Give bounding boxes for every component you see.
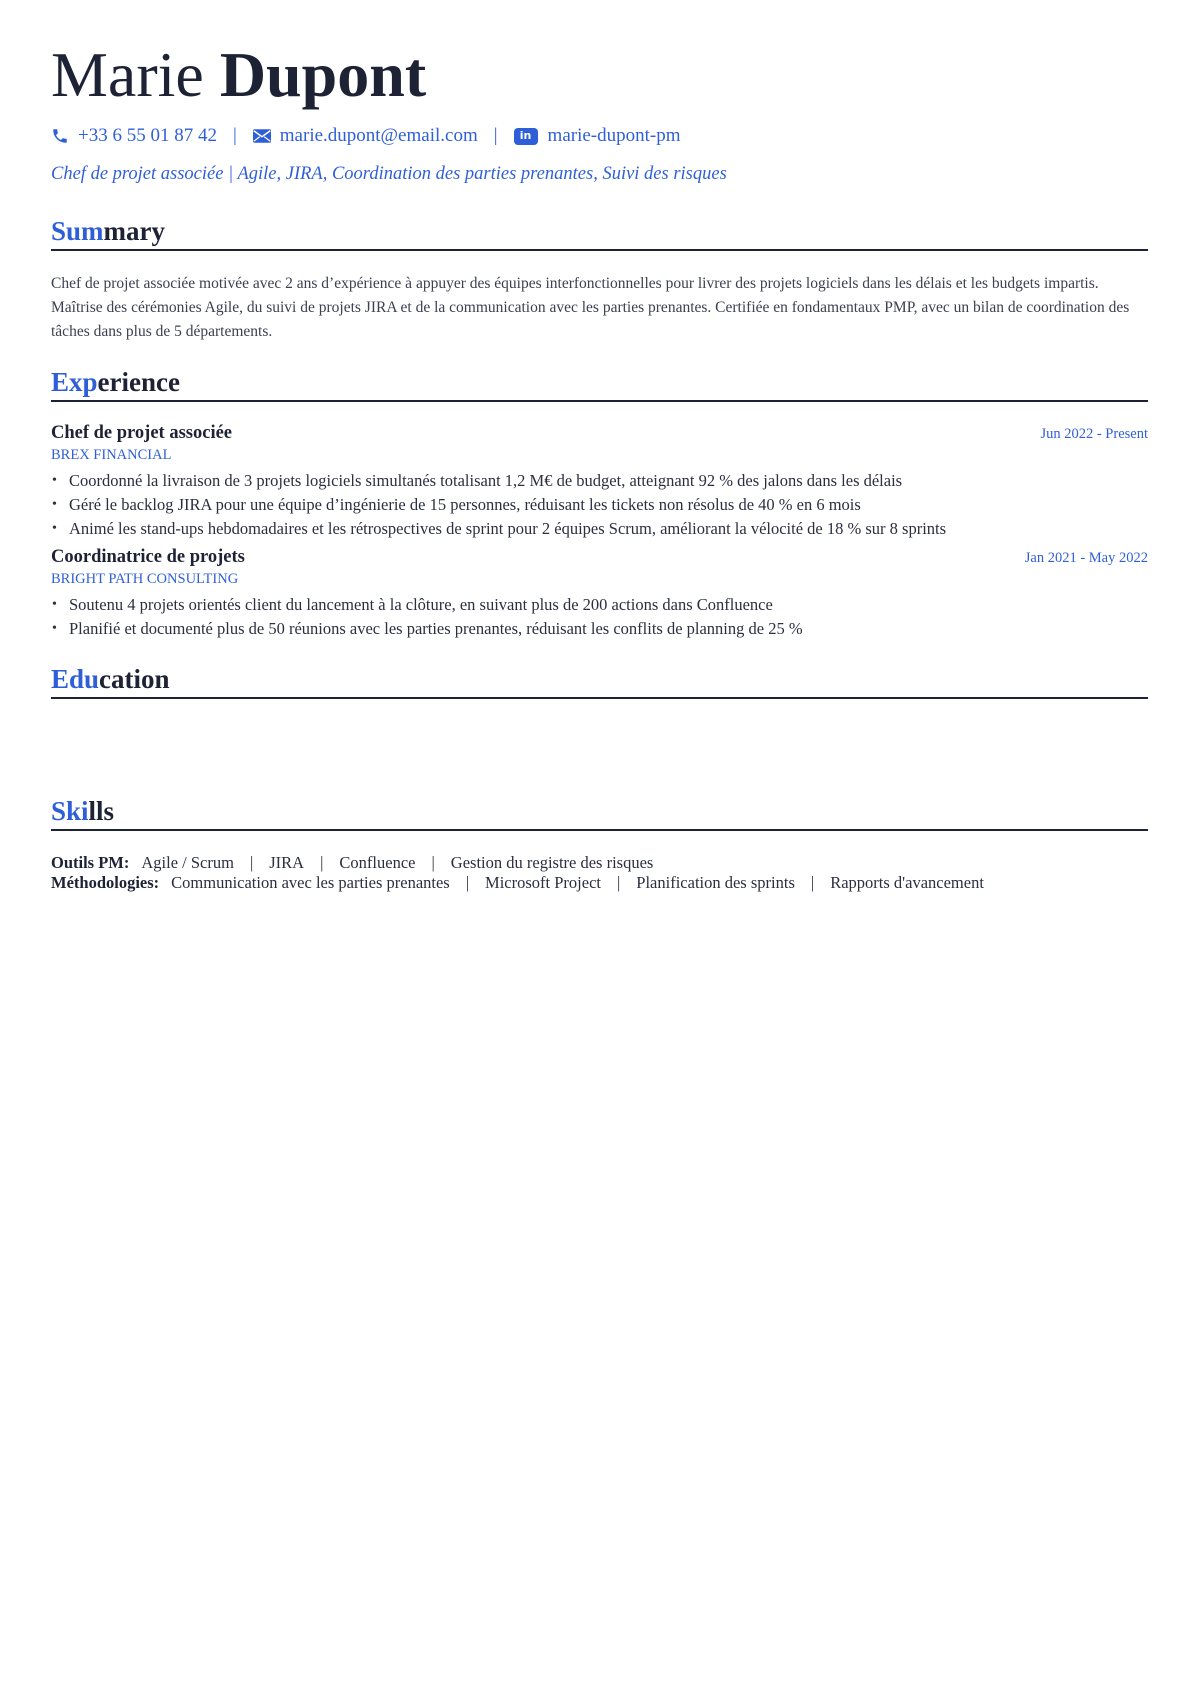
skill-item: JIRA: [269, 853, 305, 872]
job-title: Coordinatrice de projets: [51, 547, 245, 567]
skills-row-methods: [51, 873, 1148, 893]
job-bullet: • Soutenu 4 projets orientés client du lancement à la clôture, en suivant plus de 200 actions dans Confluence: [51, 593, 1148, 617]
skills-label: Méthodologies:: [51, 873, 160, 892]
envelope-icon: [253, 127, 271, 145]
skill-separator: |: [810, 873, 815, 892]
job-header: [51, 545, 1148, 569]
headline-tagline: Chef de projet associée | Agile, JIRA, Coordination des parties prenantes, Suivi des risques: [51, 164, 727, 184]
phone-number[interactable]: +33 6 55 01 87 42: [78, 125, 217, 146]
education-body: [51, 699, 1148, 795]
email-link[interactable]: marie.dupont@email.com: [279, 125, 478, 146]
section-title-accent: Ski: [51, 796, 89, 826]
skill-separator: |: [616, 873, 621, 892]
job-bullet: • Coordonné la livraison de 3 projets logiciels simultanés totalisant 1,2 M€ de budget, atteignant 92 % des jalons dans les délais: [51, 469, 1148, 493]
summary-text: Chef de projet associée motivée avec 2 ans d’expérience à appuyer des équipes interfonctionnelles pour livrer des projets logiciels dans les délais et les budgets impartis. Maîtrise des cérémonies Agile, du suivi de projets JIRA et de la communication avec les parties prenantes. Certifiée en fondamentaux PMP, avec un bilan de coordination des tâches dans plus de 5 départements.: [51, 275, 1130, 340]
skills-list: [51, 853, 1148, 893]
job-title: Chef de projet associée: [51, 423, 233, 443]
job-entry: [51, 421, 1148, 541]
skill-item: Agile / Scrum: [141, 853, 234, 872]
section-title-rest: lls: [88, 796, 115, 826]
section-title-education: [51, 663, 1148, 699]
job-bullet: • Géré le backlog JIRA pour une équipe d’ingénierie de 15 personnes, réduisant les tickets non résolus de 40 % en 6 mois: [51, 493, 1148, 517]
linkedin-link[interactable]: marie-dupont-pm: [547, 125, 681, 146]
section-title-rest: cation: [99, 664, 170, 694]
skill-separator: |: [320, 853, 324, 872]
section-title-rest: erience: [97, 367, 180, 397]
job-bullet: • Planifié et documenté plus de 50 réunions avec les parties prenantes, réduisant les conflits de planning de 25 %: [51, 617, 1148, 641]
skill-item: Communication avec les parties prenantes: [171, 873, 450, 892]
phone-icon: [51, 127, 69, 145]
section-title-skills: [51, 795, 1148, 831]
skill-item: Planification des sprints: [636, 873, 795, 892]
skill-separator: |: [465, 873, 470, 892]
contact-separator: |: [232, 125, 237, 146]
education-section: [51, 663, 1148, 795]
skill-separator: |: [249, 853, 254, 872]
job-header: [51, 421, 1148, 445]
section-title-accent: Exp: [51, 367, 98, 397]
skill-item: Microsoft Project: [485, 873, 601, 892]
skills-row-tools: [51, 853, 1148, 873]
job-company: BRIGHT PATH CONSULTING: [51, 571, 239, 587]
skill-separator: |: [431, 853, 435, 872]
job-company: BREX FINANCIAL: [51, 447, 172, 463]
section-title-rest: mary: [103, 216, 166, 246]
skills-section: [51, 795, 1148, 893]
summary-section: [51, 215, 1148, 344]
job-entry: [51, 545, 1148, 641]
candidate-name: [51, 40, 1148, 110]
section-title-accent: Edu: [51, 664, 100, 694]
skill-item: Gestion du registre des risques: [450, 853, 654, 872]
skills-label: Outils PM:: [51, 853, 130, 872]
contact-line: [51, 125, 1148, 147]
skill-item: Rapports d'avancement: [830, 873, 984, 892]
job-bullets: [51, 469, 1148, 541]
job-bullets: [51, 593, 1148, 641]
job-date: Jan 2021 - May 2022: [1024, 550, 1148, 566]
section-title-experience: [51, 366, 1148, 402]
section-title-summary: [51, 215, 1148, 251]
skill-item: Confluence: [339, 853, 416, 872]
job-bullet: • Animé les stand-ups hebdomadaires et les rétrospectives de sprint pour 2 équipes Scrum, améliorant la vélocité de 18 % sur 8 sprints: [51, 517, 1148, 541]
job-date: Jun 2022 - Present: [1040, 426, 1148, 442]
resume-content: [51, 40, 1148, 893]
last-name: Dupont: [219, 39, 427, 110]
contact-separator: |: [493, 125, 498, 146]
linkedin-icon: in: [514, 128, 538, 145]
section-title-accent: Sum: [51, 216, 104, 246]
first-name: Marie: [51, 39, 204, 110]
experience-section: [51, 366, 1148, 641]
